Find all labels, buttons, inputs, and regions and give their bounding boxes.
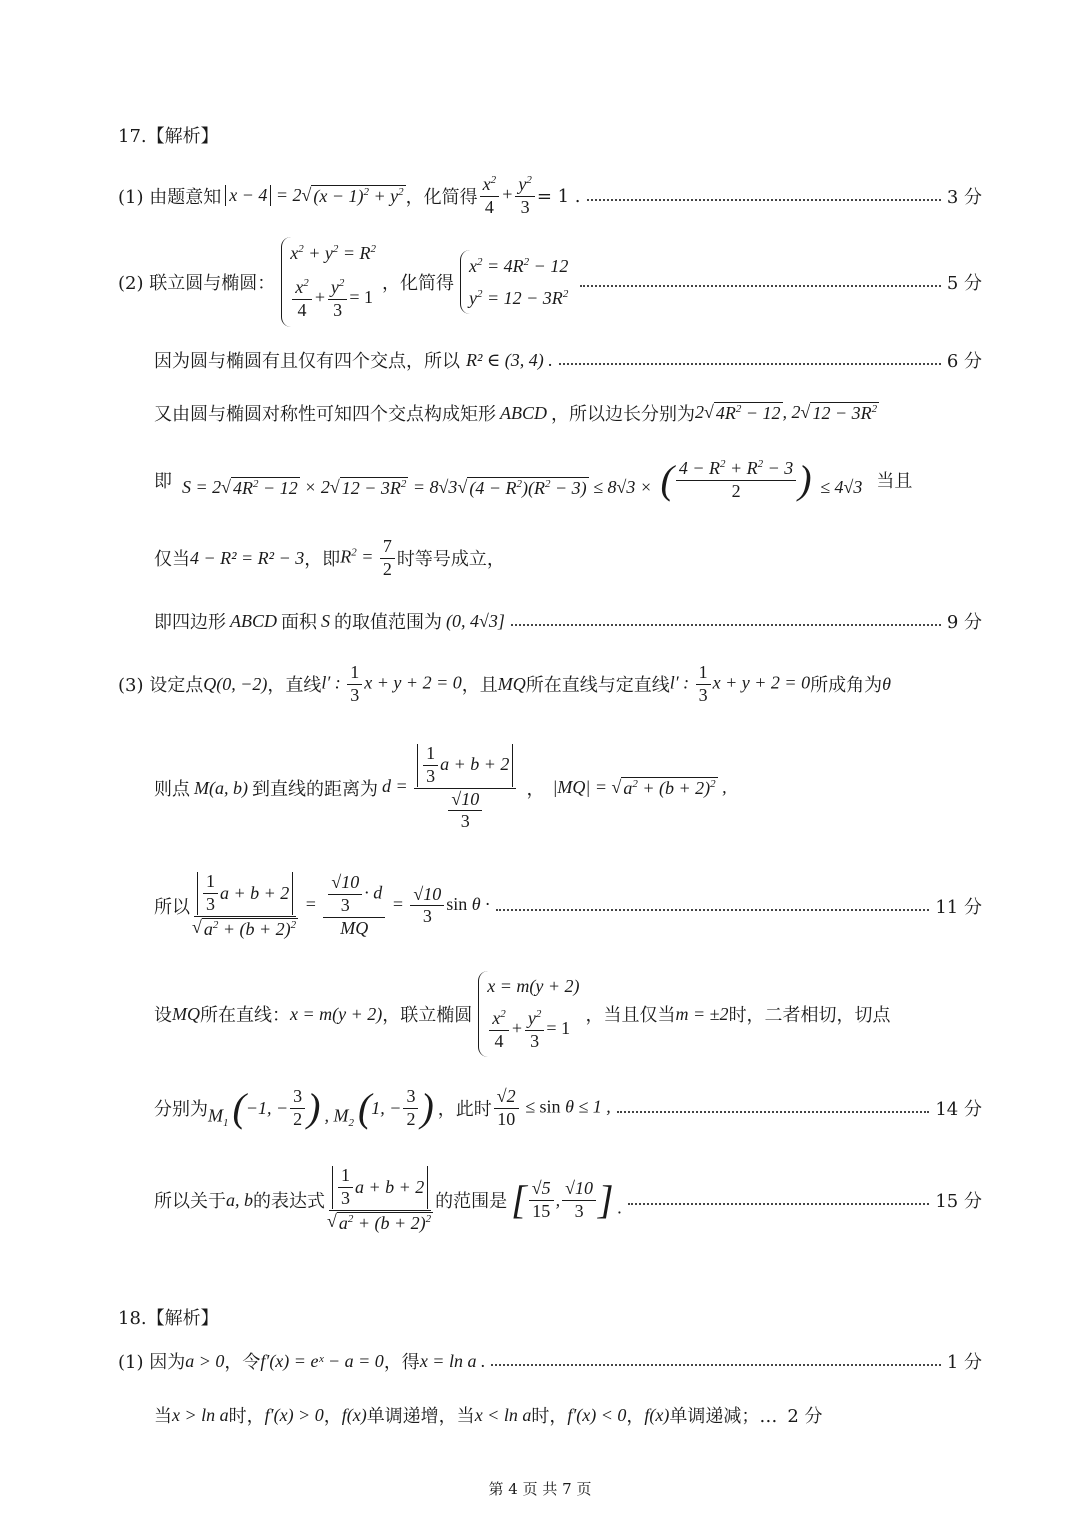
q17-p2-l7-score: 9 分 (946, 612, 982, 633)
q18-l2-c: f′(x) > 0 (264, 1404, 324, 1425)
q18-l2-score: 2 分 (787, 1406, 823, 1427)
q18-l2-g: x < ln a (474, 1404, 532, 1425)
q17-p2-l4-b: ，所以边长分别为 (551, 404, 695, 425)
q17-p2-l3-math: R² ∈ (3, 4) . (466, 349, 553, 370)
leader-dots (496, 909, 930, 911)
q17-p3-system: x = m(y + 2) $\frac{x^2}{4}$ + $\frac{y^2}{3}$ = 1 (478, 971, 579, 1057)
q17-p3-l4-b: 所在直线： (200, 1005, 290, 1026)
q17-p3-l6-pre: 所以关于 (154, 1191, 226, 1212)
q17-p2-line6 (154, 532, 1080, 584)
q17-p3-distance: d = $\frac{1}{3}$ a + b + 2 $\frac{√10}{3}$ (382, 744, 518, 832)
leader-dots (587, 199, 941, 201)
q17-p2-line5 (154, 448, 1080, 512)
q17-p2-l6-mid: ，即 (304, 549, 341, 570)
q18-p1-a: a > 0 (185, 1350, 225, 1371)
q18-p1-line2 (154, 1398, 1080, 1432)
q17-p3-mid4: 所成角为 (810, 675, 883, 696)
q17-p1-label: (1) 由题意知 (118, 187, 222, 208)
leader-dots (559, 363, 941, 365)
q18-l2-a: x > ln a (172, 1404, 229, 1425)
q17-p3-mid1: ，直线 (267, 675, 322, 696)
q17-p3-l4-c: ，联立椭圆 (382, 1005, 473, 1026)
q18-l2-l: 单调递减；… (669, 1406, 778, 1427)
q18-part1 (118, 1344, 1080, 1378)
q17-p2-mid: ，化简得 (382, 273, 455, 294)
q17-p3-l6-score: 15 分 (935, 1191, 982, 1212)
q17-p3-line2: 则点 M(a, b) 到直线的距离为 d = $\frac{1}{3}$ a + b + 2 $\frac{√10}{3}$ ， |MQ| = √ $a^2 + (b + 2)^2$ , (154, 742, 727, 832)
q17-p1-tail: = 1 . (536, 185, 581, 207)
q17-p2-line7: 即四边形 ABCD 面积 S 的取值范围为 (0, 4√3] 9 分 (154, 604, 1080, 638)
q17-p3-l5-score: 14 分 (935, 1099, 982, 1120)
q17-p2-l3-text: 因为圆与椭圆有且仅有四个交点，所以 (154, 351, 460, 372)
q17-p2-l7-pre: 即四边形 (154, 612, 226, 633)
q17-p3-l5-b: ，此时 (437, 1099, 492, 1120)
q17-p3-l4-eq: x = m(y + 2) (290, 1003, 383, 1024)
q18-p1-c: ，得 (383, 1352, 420, 1373)
q18-l2-j: ， (626, 1406, 645, 1427)
leader-dots (580, 285, 940, 287)
q17-p3-line4 (154, 966, 1080, 1062)
q17-p2-l5-pre: 即 (154, 471, 172, 492)
q17-p2-l5-post: 当且 (876, 471, 913, 492)
q17-p2-system2: $x^2 = 4R^2 - 12$ $y^2 = 12 - 3R^2$ (460, 250, 568, 314)
q18-l2-e: f(x) (341, 1404, 367, 1425)
q17-p1-mid: ，化简得 (405, 187, 478, 208)
q17-p2-l7-c: 的取值范围为 (334, 612, 442, 633)
q17-p2-l4-sides: 2 √ $4R^2 - 12$ , 2 √ $12 - 3R^2$ (695, 402, 878, 423)
q17-p3-l2-m: M(a, b) (194, 777, 248, 798)
q17-p3-mid2: ，且 (461, 675, 498, 696)
q17-p3-line6 (154, 1150, 1080, 1250)
q17-p3-l6-c: 的范围是 (435, 1191, 508, 1212)
q17-p3-l4-d: ，当且仅当 (585, 1005, 676, 1026)
q17-p3-l4-m: m = ±2 (675, 1003, 729, 1024)
q18-l2-k: f(x) (644, 1404, 670, 1425)
q17-p2-l7-b: 面积 (281, 612, 317, 633)
q17-p3-mid3: 所在直线与定直线 (525, 675, 670, 696)
q17-p3-theta: θ (882, 673, 891, 694)
q17-p2-l5-inequality: S = 2 √ $4R^2 - 12$ × 2 √ $12 - 3R^2$ = 8√3 √ $(4 - R^2)(R^2 - 3)$ ≤ 8√3 × ( $\frac{4 - R^2 + R^2 - 3}{2}$ ) ≤ 4√3 (182, 457, 863, 502)
leader-dots (617, 1111, 930, 1113)
q18-l2-d: ， (323, 1406, 342, 1427)
q17-p3-line-l: l′ : $\frac{1}{3}$ x + y + 2 = 0 (321, 661, 462, 705)
q17-p3-tangent-points: $M_1$ ( −1, − $\frac{3}{2}$ ) , $M_2$ ( 1, − $\frac{3}{2}$ ) (208, 1085, 434, 1130)
q17-p3-line5 (154, 1078, 1080, 1138)
q17-p3-l2-b: 到直线的距离为 (251, 779, 378, 800)
q18-p1-b: ，令 (224, 1352, 261, 1373)
q17-p3-l4-mq: MQ (172, 1003, 200, 1024)
q17-p1-score: 3 分 (946, 187, 982, 208)
q17-p3-l3-pre: 所以 (154, 897, 190, 918)
q17-p3-final-range: [ $\frac{√5}{15}$ , $\frac{√10}{3}$ ] . (511, 1177, 623, 1222)
q18-l2-h: 时， (531, 1406, 568, 1427)
q17-p3-sin-range: $\frac{√2}{10}$ ≤ sin θ ≤ 1 , (492, 1087, 611, 1130)
q18-p1-res: x = ln a . (419, 1350, 486, 1371)
q17-title: 17.【解析】 (118, 126, 219, 147)
q17-p2-l4-abcd: ABCD (500, 402, 547, 423)
q17-p2-score: 5 分 (946, 273, 982, 294)
q18-p1-score: 1 分 (946, 1352, 982, 1373)
q18-p1-eq: f′(x) = eˣ − a = 0 (260, 1350, 384, 1371)
q17-p3-q: Q(0, −2) (203, 673, 268, 694)
q18-l2-0: 当 (154, 1406, 172, 1427)
q17-p3-l4-e: 时，二者相切，切点 (728, 1005, 891, 1026)
q17-p3-mq: MQ (497, 673, 526, 694)
leader-dots (628, 1203, 929, 1205)
leader-dots (511, 624, 941, 626)
q17-p2-l6-r2: $R^2$ = $\frac{7}{2}$ (340, 537, 397, 580)
q17-p3-l4-pre: 设 (154, 1005, 172, 1026)
q17-p2-l7-range: (0, 4√3] (446, 610, 505, 631)
q17-p1-ellipse: $\frac{x^2}{4}$ + $\frac{y^2}{3}$ (478, 174, 537, 218)
q17-p2-line4 (154, 396, 1080, 430)
q17-p2-l6-pre: 仅当 (154, 549, 190, 570)
q17-p3-l5-pre: 分别为 (154, 1099, 208, 1120)
q17-part3 (118, 658, 1080, 710)
q17-p3-line3 (154, 856, 1080, 956)
q17-p2-line3 (154, 344, 1080, 376)
q17-part2 (118, 234, 1080, 330)
q17-p2-l6-end: 时等号成立， (396, 549, 505, 570)
q17-p3-l3-score: 11 分 (935, 897, 982, 918)
page-footer: 第 4 页 共 7 页 (488, 1480, 592, 1498)
q17-p1-eq: x − 4 = 2 √ $(x - 1)^2 + y^2$ (225, 185, 405, 207)
q17-p2-system1: $x^2 + y^2 = R^2$ $\frac{x^2}{4}$ + $\frac{y^2}{3}$ = 1 (281, 237, 376, 327)
q18-l2-f: 单调递增，当 (366, 1406, 475, 1427)
q17-p3-l6-ab: a, b (226, 1189, 253, 1210)
q17-p3-ratio: $\frac{1}{3}$ a + b + 2 √ $a^2 + (b + 2)^2$ = $\frac{√10}{3}$ · d MQ = $\frac{√10}{3}$ sin θ · (192, 871, 490, 939)
q17-p3-line-l2: l′ : $\frac{1}{3}$ x + y + 2 = 0 (669, 661, 811, 705)
leader-dots (491, 1364, 940, 1366)
q18-p1-label: (1) 因为 (118, 1352, 186, 1373)
q17-p2-l7-abcd: ABCD (230, 610, 277, 631)
q17-p3-expression: $\frac{1}{3}$ a + b + 2 √ $a^2 + (b + 2)^2$ (327, 1165, 432, 1233)
q18-l2-b: 时， (228, 1406, 265, 1427)
q17-part1 (118, 172, 1080, 220)
q17-p2-l3-score: 6 分 (946, 351, 982, 372)
q17-p2-l6-eq: 4 − R² = R² − 3 (190, 547, 305, 568)
q17-p3-l6-b: 的表达式 (253, 1191, 325, 1212)
q17-p3-mq-length: |MQ| = √ $a^2 + (b + 2)^2$ , (552, 777, 727, 798)
q17-p2-label: (2) 联立圆与椭圆： (118, 273, 276, 294)
q17-p2-l4-text: 又由圆与椭圆对称性可知四个交点构成矩形 (154, 404, 496, 425)
q18-l2-i: f′(x) < 0 (567, 1404, 627, 1425)
q17-p3-label: (3) 设定点 (118, 675, 204, 696)
q18-title: 18.【解析】 (118, 1308, 219, 1329)
q17-p3-l2-pre: 则点 (154, 779, 190, 800)
